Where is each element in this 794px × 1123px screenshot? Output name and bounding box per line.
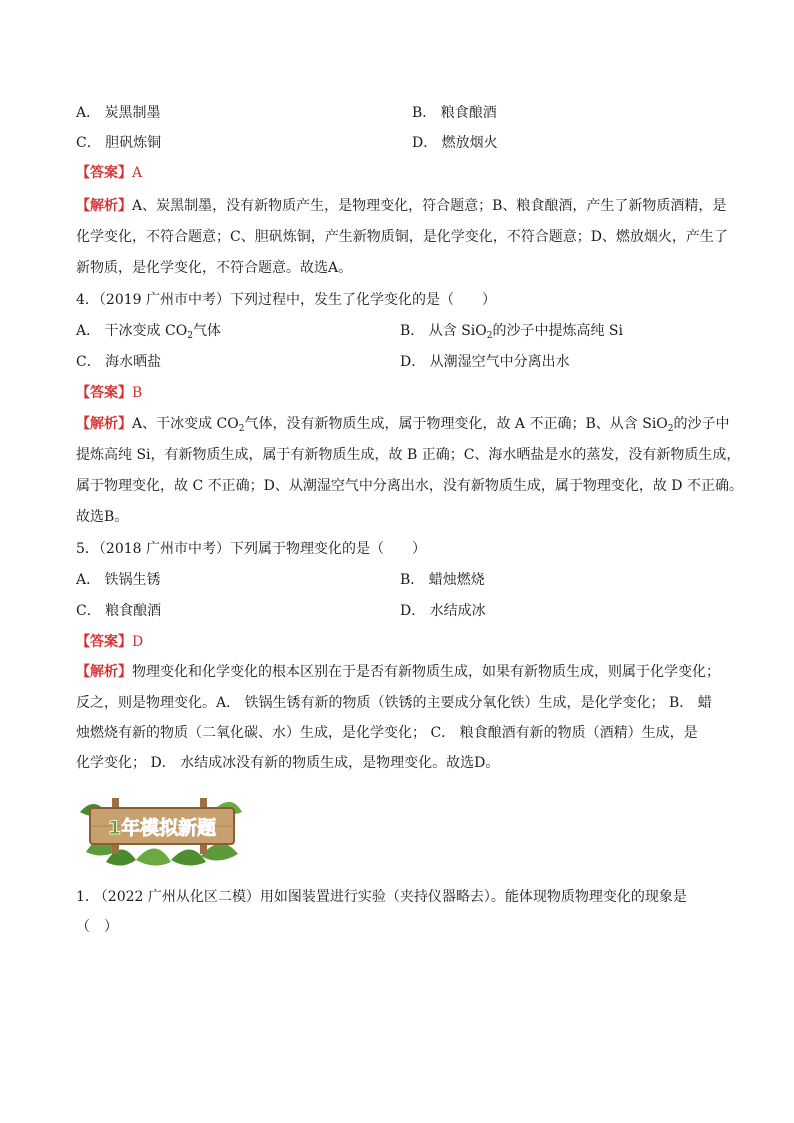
q4-option-d: D． 从潮湿空气中分离出水: [400, 354, 570, 370]
q4-analysis-line-2: 提炼高纯 Si，有新物质生成，属于有新物质生成，故 B 正确；C、海水晒盐是水的蒸发，没有新物质生成，: [76, 447, 741, 463]
q4-answer: [76, 383, 142, 403]
answer-label: 【答案】: [76, 165, 132, 181]
q4-option-b: B． 从含 SiO$_2$的沙子中提炼高纯 Si: [400, 323, 623, 341]
section-banner-logo: [76, 790, 246, 868]
q5-analysis-line-2: 反之，则是物理变化。A． 铁锅生锈有新的物质（铁锈的主要成分氧化铁）生成，是化学变化； B． 蜡: [76, 695, 712, 711]
q4-analysis-line-1: 【解析】A、干冰变成 $CO_2$气体，没有新物质生成，属于物理变化，故 A 不正确；B、从含 SiO$_2$的沙子中: [76, 416, 730, 434]
analysis-label: 【解析】: [76, 416, 132, 432]
q4-stem: 4．（2019 广州市中考）下列过程中，发生了化学变化的是（ ）: [76, 292, 496, 308]
q4-analysis-line-4: 故选B。: [76, 509, 129, 525]
answer-value: D: [132, 634, 144, 650]
q5-option-a: A． 铁锅生锈: [76, 572, 161, 588]
q5-analysis-line-3: 烛燃烧有新的物质（二氧化碳、水）生成，是化学变化； C． 粮食酿酒有新的物质（酒精）生成，是: [76, 725, 698, 741]
q3-option-a: A． 炭黑制墨: [76, 105, 161, 121]
q1-stem-cont: （ ）: [76, 919, 118, 935]
analysis-label: 【解析】: [76, 664, 132, 680]
q3-option-b: B． 粮食酿酒: [412, 105, 497, 121]
answer-value: A: [132, 165, 143, 181]
q4-option-a: A． 干冰变成 $CO_2$气体: [76, 323, 221, 341]
q3-option-c: C． 胆矾炼铜: [76, 135, 162, 151]
q3-analysis-line-3: 新物质，是化学变化，不符合题意。故选A。: [76, 260, 353, 276]
q4-option-c: C． 海水晒盐: [76, 354, 162, 370]
q3-option-d: D． 燃放烟火: [412, 135, 498, 151]
q3-answer: [76, 163, 142, 183]
q3-analysis-line-1: [76, 196, 726, 216]
q5-analysis-line-1: 【解析】物理变化和化学变化的根本区别在于是否有新物质生成，如果有新物质生成，则属于化学变化；: [76, 664, 720, 680]
answer-value: B: [132, 385, 143, 401]
q5-option-c: C． 粮食酿酒: [76, 603, 162, 619]
analysis-text: A、炭黑制墨，没有新物质产生，是物理变化，符合题意；B、粮食酿酒，产生了新物质酒精，是: [132, 198, 727, 214]
q5-answer: [76, 632, 143, 652]
q5-stem: 5．（2018 广州市中考）下列属于物理变化的是（ ）: [76, 541, 426, 557]
q3-analysis-line-2: 化学变化，不符合题意；C、胆矾炼铜，产生新物质铜，是化学变化，不符合题意；D、燃放烟火，产生了: [76, 229, 728, 245]
answer-label: 【答案】: [76, 385, 132, 401]
q4-analysis-line-3: 属于物理变化，故 C 不正确；D、从潮湿空气中分离出水，没有新物质生成，属于物理变化，故 D 不正确。: [76, 478, 743, 494]
q5-analysis-line-4: 化学变化； D． 水结成冰没有新的物质生成，是物理变化。故选D。: [76, 755, 500, 771]
q5-option-d: D． 水结成冰: [400, 603, 486, 619]
analysis-label: 【解析】: [76, 198, 132, 214]
q5-option-b: B． 蜡烛燃烧: [400, 572, 485, 588]
section-banner-text: 1年模拟新题: [107, 817, 217, 839]
q1-stem: 1. （2022 广州从化区二模）用如图装置进行实验（夹持仪器略去）。能体现物质物理变化的现象是: [76, 889, 687, 905]
answer-label: 【答案】: [76, 634, 132, 650]
